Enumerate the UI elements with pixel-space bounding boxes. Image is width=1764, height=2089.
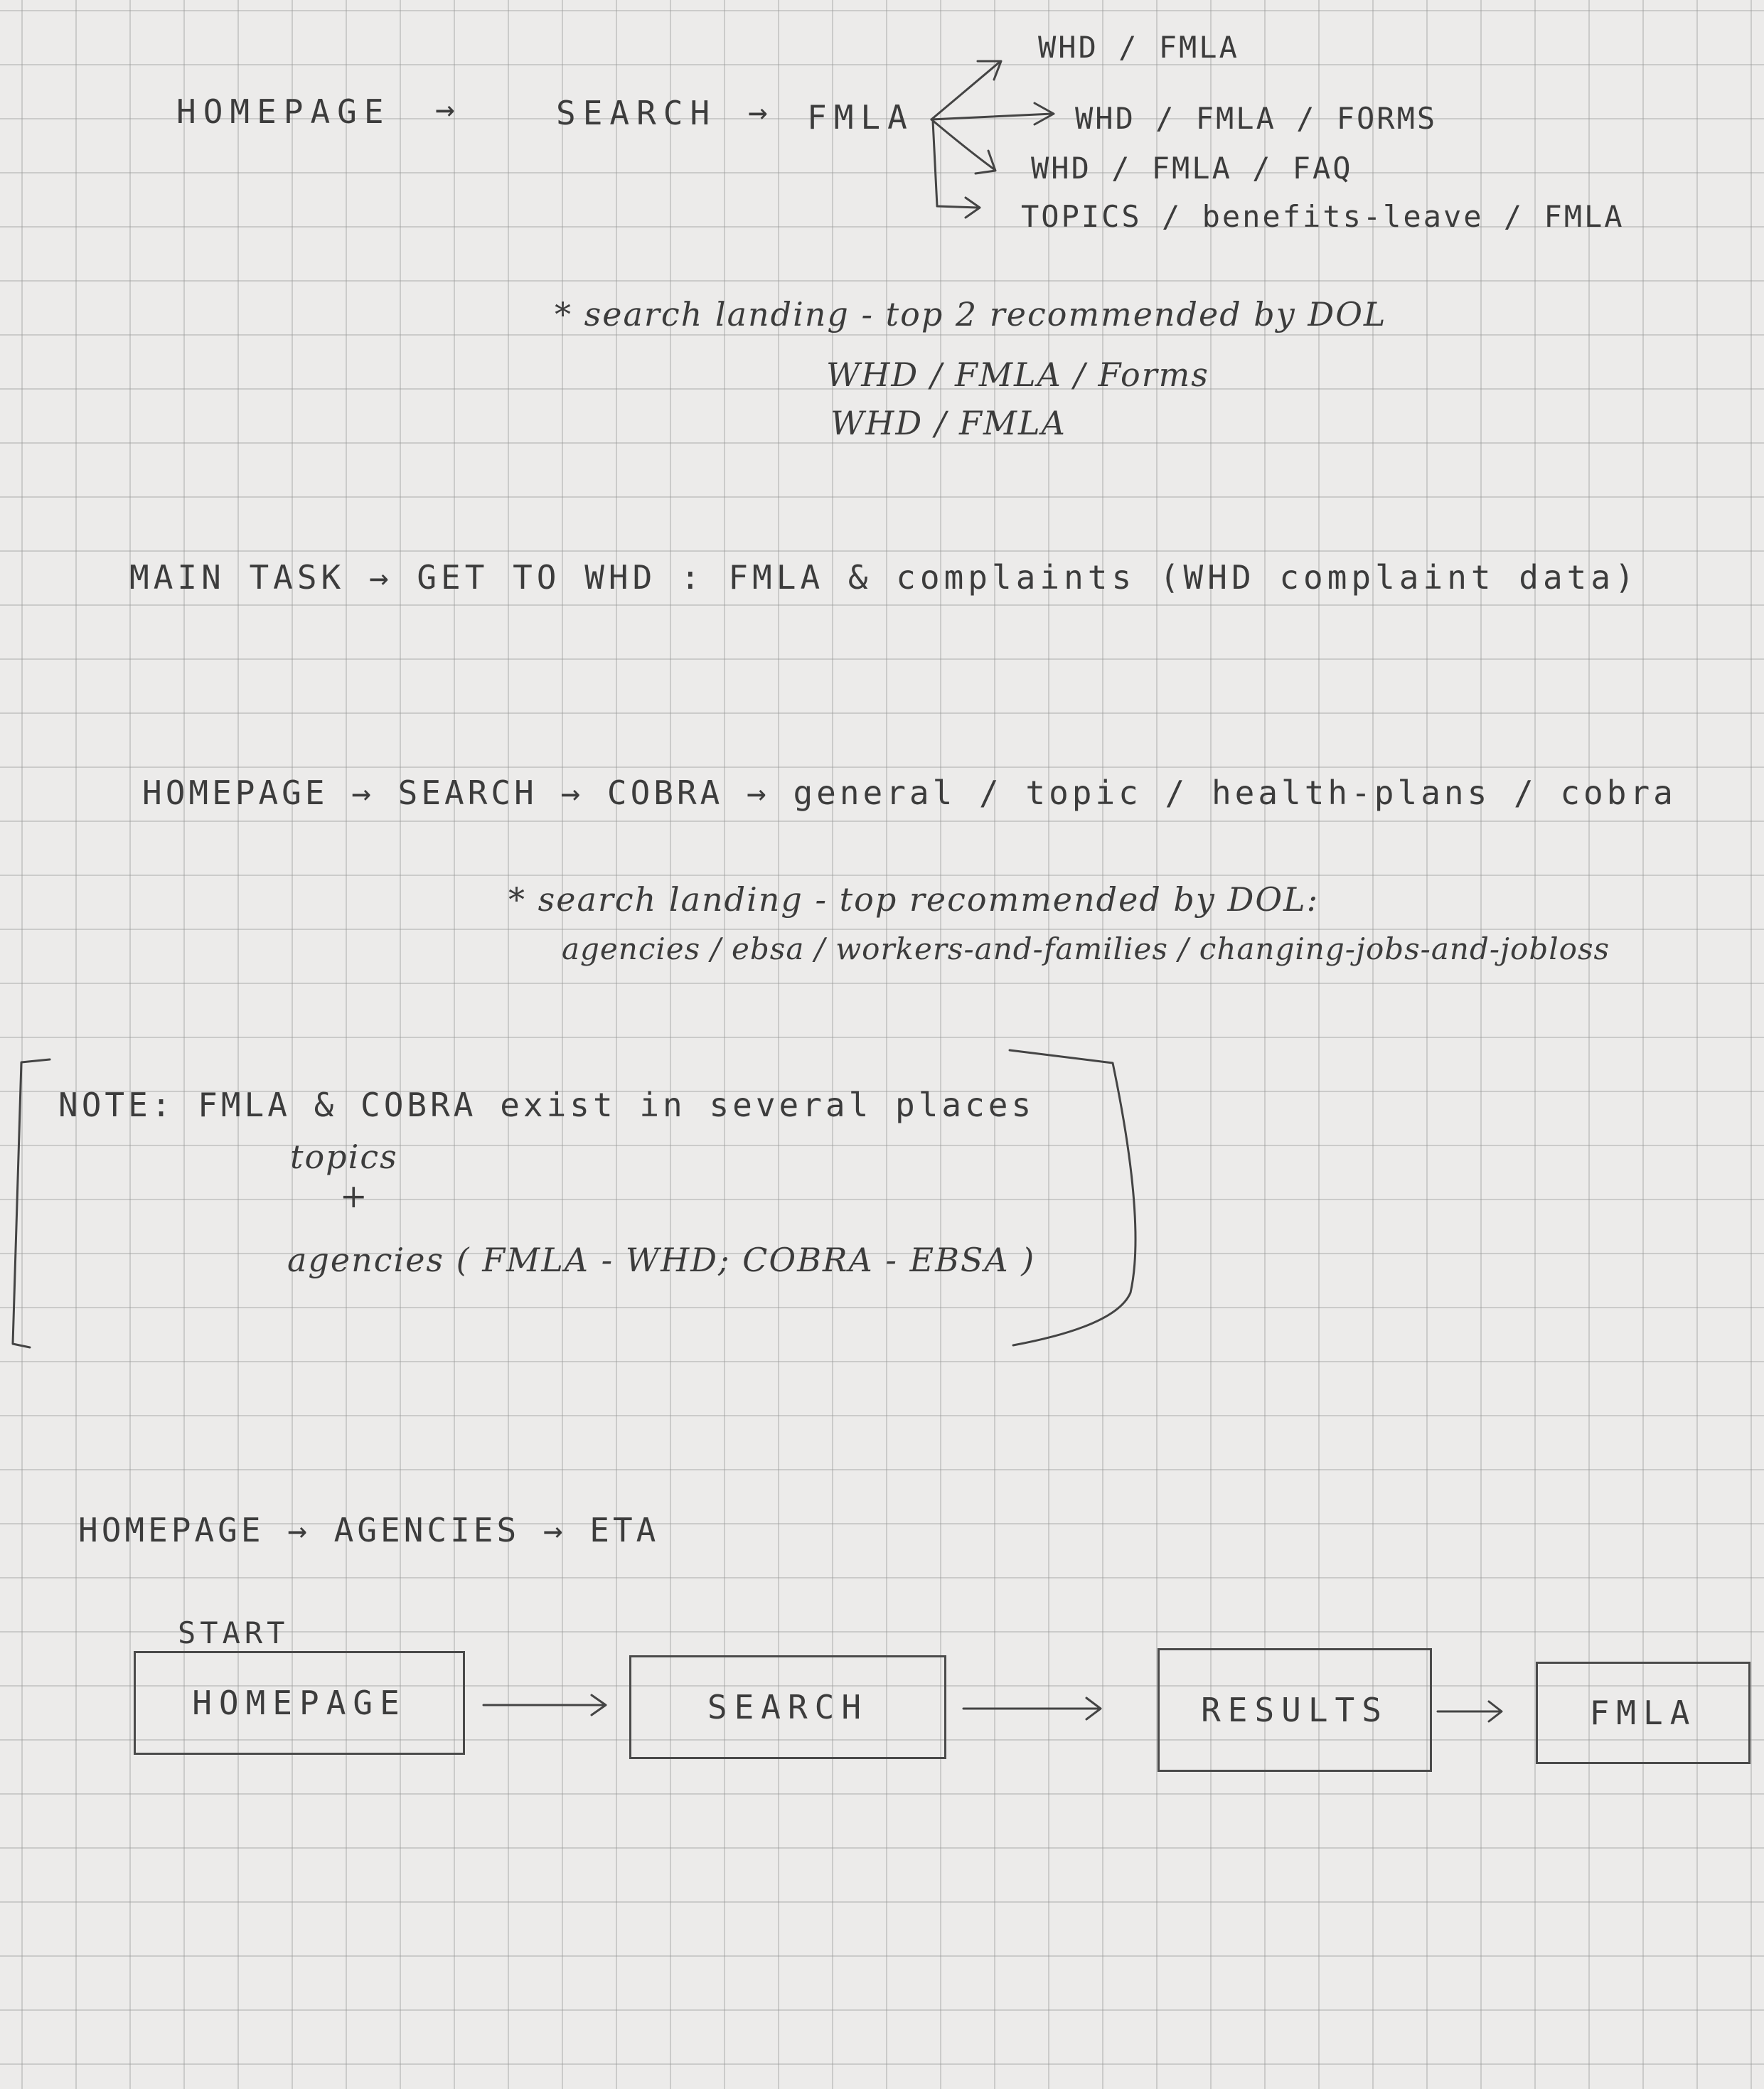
branch-arrow-2-head bbox=[1035, 103, 1054, 124]
diagram-box-homepage-label: HOMEPAGE bbox=[192, 1684, 407, 1722]
flow2: HOMEPAGE → SEARCH → COBRA → general / topic / health-plans / cobra bbox=[142, 774, 1677, 812]
diagram-box-fmla bbox=[1536, 1662, 1750, 1764]
branch-arrow-3-head bbox=[975, 151, 995, 173]
flow1-homepage: HOMEPAGE bbox=[176, 92, 391, 131]
search-landing-2-item: agencies / ebsa / workers-and-families / changing-jobs-and-jobloss bbox=[562, 931, 1610, 966]
diagram-start-label: START bbox=[178, 1615, 289, 1650]
note-line-4: agencies ( FMLA - WHD; COBRA - EBSA ) bbox=[287, 1241, 1036, 1279]
flow1-arrow-1: → bbox=[435, 90, 462, 128]
search-landing-1-title: * search landing - top 2 recommended by DOL bbox=[555, 295, 1387, 333]
flow3: HOMEPAGE → AGENCIES → ETA bbox=[78, 1511, 660, 1549]
flow1-search: SEARCH bbox=[556, 94, 717, 132]
branch-arrow-1 bbox=[931, 63, 999, 119]
diagram-arrow-1-head bbox=[592, 1695, 606, 1715]
diagram-box-results bbox=[1158, 1648, 1432, 1772]
diagram-box-search-label: SEARCH bbox=[707, 1688, 869, 1726]
flow1-arrow-2: → bbox=[748, 92, 775, 131]
diagram-box-results-label: RESULTS bbox=[1201, 1691, 1389, 1729]
diagram-arrow-3-head bbox=[1489, 1701, 1502, 1721]
diagram-box-fmla-label: FMLA bbox=[1589, 1694, 1697, 1732]
flow1-fmla: FMLA bbox=[807, 98, 914, 137]
flow1-branch-1: WHD / FMLA bbox=[1038, 30, 1239, 65]
branch-arrow-3 bbox=[931, 119, 994, 169]
diagram-arrow-2-head bbox=[1086, 1698, 1101, 1719]
note-line-1: NOTE: FMLA & COBRA exist in several places bbox=[58, 1086, 1035, 1124]
branch-arrow-4-head bbox=[966, 198, 980, 218]
note-line-3: + bbox=[340, 1177, 369, 1215]
diagram-box-search bbox=[629, 1655, 946, 1759]
flow1-branch-4: TOPICS / benefits-leave / FMLA bbox=[1021, 199, 1625, 234]
search-landing-1-item-2: WHD / FMLA bbox=[830, 404, 1067, 442]
note-bracket-left bbox=[13, 1059, 50, 1347]
diagram-box-homepage bbox=[134, 1651, 465, 1755]
branch-arrow-2 bbox=[931, 114, 1052, 119]
main-task: MAIN TASK → GET TO WHD : FMLA & complaints (WHD complaint data) bbox=[129, 558, 1639, 597]
flow1-branch-3: WHD / FMLA / FAQ bbox=[1031, 151, 1353, 186]
branch-arrow-1-head bbox=[978, 61, 1001, 80]
flow1-branch-2: WHD / FMLA / FORMS bbox=[1075, 101, 1438, 136]
search-landing-2-title: * search landing - top recommended by DOL: bbox=[508, 880, 1320, 919]
branch-arrow-4 bbox=[933, 121, 978, 208]
search-landing-1-item-1: WHD / FMLA / Forms bbox=[826, 356, 1209, 394]
note-line-2: topics bbox=[290, 1138, 398, 1176]
